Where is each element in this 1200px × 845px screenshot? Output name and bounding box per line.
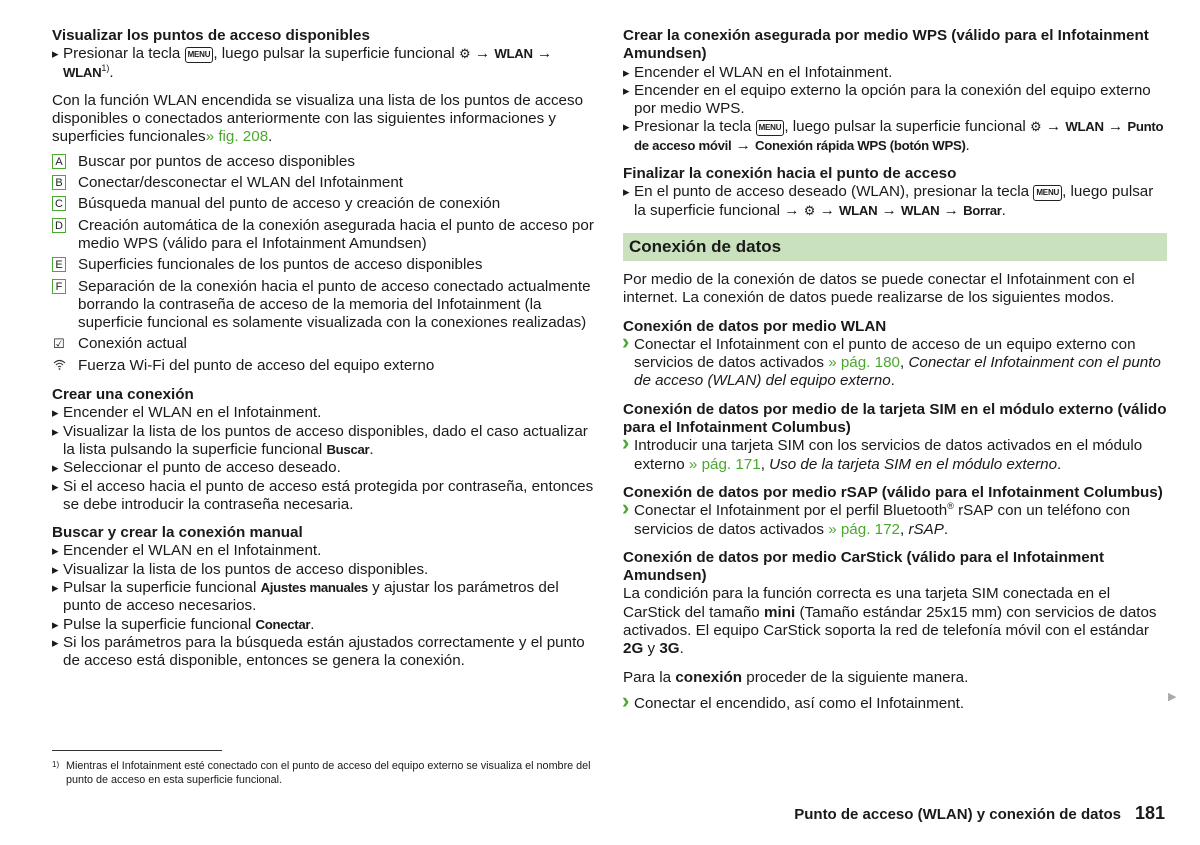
heading-wps: Crear la conexión asegurada por medio WPS (válido para el Infotainment Amundsen) bbox=[623, 27, 1149, 63]
wifi-icon bbox=[52, 357, 66, 375]
footnote-mark: 1) bbox=[52, 760, 60, 769]
page-footer bbox=[794, 804, 1165, 824]
legend-label-b: B bbox=[52, 175, 66, 190]
footnote-divider bbox=[52, 750, 222, 751]
page-link[interactable]: » pág. 171 bbox=[688, 455, 761, 473]
bullet-visualizar: ▸ Presionar la tecla MENU , luego pulsar la superficie funcional ⚙ → WLAN → $WLAN^{1)}$. bbox=[52, 45, 597, 82]
gear-icon: ⚙ bbox=[803, 202, 816, 218]
right-column bbox=[623, 27, 1167, 713]
heading-carstick: Conexión de datos por medio CarStick (válido para el Infotainment Amundsen) bbox=[623, 548, 1105, 585]
bullet: ▸ Si los parámetros para la búsqueda están ajustados correctamente y el punto de acceso está disponible, entonces se genera la conexión. bbox=[52, 634, 597, 671]
carstick-paragraph: La condición para la función correcta es una tarjeta SIM conectada en el CarStick del tamaño mini (Tamaño estándar 25x15 mm) con servicios de datos activados. El equipo CarStick soporta la red de telefonía móvil con el estándar 2G y 3G. bbox=[623, 585, 1157, 658]
page-link[interactable]: » pág. 172 bbox=[828, 520, 900, 538]
fig-link[interactable]: » fig. 208 bbox=[205, 128, 269, 146]
bullet: ▸ En el punto de acceso deseado (WLAN), presionar la tecla MENU , luego pulsar la superficie funcional → ⚙ → WLAN → WLAN → Borrar. bbox=[623, 183, 1167, 220]
legend-label-e: E bbox=[52, 257, 66, 272]
legend-list bbox=[52, 153, 597, 375]
bullet: ▸ Seleccionar el punto de acceso deseado. bbox=[52, 459, 597, 477]
menu-key-icon: MENU bbox=[1033, 185, 1062, 201]
legend-item: F Separación de la conexión hacia el punto de acceso conectado actualmente borrando la contraseña de acceso de la memoria del Infotainment (la superficie funcional es solamente visualizada con la conexiones realizadas) bbox=[52, 278, 597, 333]
checkbox-icon: ☑ bbox=[53, 336, 65, 352]
bullet: ▸ Pulsar la superficie funcional Ajustes manuales y ajustar los parámetros del punto de acceso necesarios. bbox=[52, 579, 597, 616]
heading-wlan: Conexión de datos por medio WLAN bbox=[623, 317, 887, 335]
legend-label-d: D bbox=[52, 218, 66, 233]
footnote-text: Mientras el Infotainment esté conectado con el punto de acceso del equipo externo se visualiza el nombre del punto de acceso en esta superficie funcional. bbox=[66, 760, 591, 786]
intro-paragraph: Con la función WLAN encendida se visualiza una lista de los puntos de acceso disponibles o conectados anteriormente con las siguientes informaciones y superficies funcionales» fig. 208. bbox=[52, 91, 584, 146]
gear-icon: ⚙ bbox=[1030, 119, 1042, 135]
legend-item: C Búsqueda manual del punto de acceso y creación de conexión bbox=[52, 195, 597, 213]
heading-sim: Conexión de datos por medio de la tarjeta SIM en el módulo externo (válido para el Infotainment Columbus) bbox=[623, 400, 1167, 437]
legend-item: A Buscar por puntos de acceso disponibles bbox=[52, 153, 597, 171]
continue-arrow-icon: ▶ bbox=[1168, 691, 1177, 703]
legend-item: D Creación automática de la conexión asegurada hacia el punto de acceso por medio WPS (válido para el Infotainment Amundsen) bbox=[52, 217, 597, 254]
gear-icon: ⚙ bbox=[459, 46, 471, 62]
left-column bbox=[52, 27, 597, 671]
heading-visualizar: Visualizar los puntos de acceso disponibles bbox=[52, 27, 370, 44]
legend-label-a: A bbox=[52, 154, 66, 169]
heading-rsap: Conexión de datos por medio rSAP (válido para el Infotainment Columbus) bbox=[623, 483, 1163, 501]
bullet: ▸ Si el acceso hacia el punto de acceso está protegida por contraseña, entonces se debe introducir la contraseña necesaria. bbox=[52, 478, 597, 515]
footnote-ref: 1) bbox=[101, 62, 110, 73]
page-number: 181 bbox=[1134, 803, 1165, 823]
legend-item: B Conectar/desconectar el WLAN del Infotainment bbox=[52, 174, 597, 192]
legend-item: Fuerza Wi-Fi del punto de acceso del equipo externo bbox=[52, 357, 597, 375]
section-intro: Por medio de la conexión de datos se puede conectar el Infotainment con el internet. La conexión de datos puede realizarse de los siguientes modos. bbox=[623, 270, 1135, 307]
legend-label-f: F bbox=[52, 279, 66, 294]
legend-item: E Superficies funcionales de los puntos de acceso disponibles bbox=[52, 256, 597, 274]
arrow-item: › Conectar el Infotainment por el perfil Bluetooth® rSAP con un teléfono con servicios de datos activados » pág. 172, rSAP. bbox=[623, 502, 1167, 539]
section-heading: Conexión de datos bbox=[623, 233, 1167, 261]
bullet: ▸ Encender en el equipo externo la opción para la conexión del equipo externo por medio WPS. bbox=[623, 82, 1167, 119]
menu-key-icon: MENU bbox=[185, 47, 214, 63]
bullet: ▸ Visualizar la lista de los puntos de acceso disponibles. bbox=[52, 561, 597, 579]
arrow-item: › Conectar el encendido, así como el Infotainment. bbox=[623, 695, 1167, 713]
heading-crear: Crear una conexión bbox=[52, 386, 194, 404]
footer-title: Punto de acceso (WLAN) y conexión de datos bbox=[794, 806, 1121, 823]
procedure-paragraph: Para la conexión proceder de la siguiente manera. bbox=[623, 668, 969, 686]
bullet: ▸ Encender el WLAN en el Infotainment. bbox=[52, 542, 597, 560]
legend-item: ☑ Conexión actual bbox=[53, 335, 187, 353]
footnote bbox=[52, 760, 597, 787]
arrow-item: › Introducir una tarjeta SIM con los servicios de datos activados en el módulo externo » pág. 171, Uso de la tarjeta SIM en el módulo externo. bbox=[623, 437, 1167, 474]
menu-key-icon: MENU bbox=[756, 120, 785, 136]
bullet: ▸ Presionar la tecla MENU , luego pulsar la superficie funcional ⚙ → WLAN → Punto de acceso móvil → Conexión rápida WPS (botón WPS). bbox=[623, 118, 1167, 155]
bullet: ▸ Encender el WLAN en el Infotainment. bbox=[623, 64, 1167, 82]
legend-label-c: C bbox=[52, 196, 66, 211]
heading-buscar: Buscar y crear la conexión manual bbox=[52, 524, 303, 542]
bullet: ▸ Encender el WLAN en el Infotainment. bbox=[52, 404, 597, 422]
bullet: ▸ Visualizar la lista de los puntos de acceso disponibles, dado el caso actualizar la lista pulsando la superficie funcional Buscar. bbox=[52, 423, 597, 460]
heading-finalizar: Finalizar la conexión hacia el punto de acceso bbox=[623, 165, 957, 183]
page-link[interactable]: » pág. 180 bbox=[828, 354, 900, 372]
arrow-item: › Conectar el Infotainment con el punto de acceso de un equipo externo con servicios de datos activados » pág. 180, Conectar el Infotainment con el punto de acceso (WLAN) del equipo externo. bbox=[623, 336, 1167, 391]
bullet: ▸ Pulse la superficie funcional Conectar. bbox=[52, 616, 597, 634]
